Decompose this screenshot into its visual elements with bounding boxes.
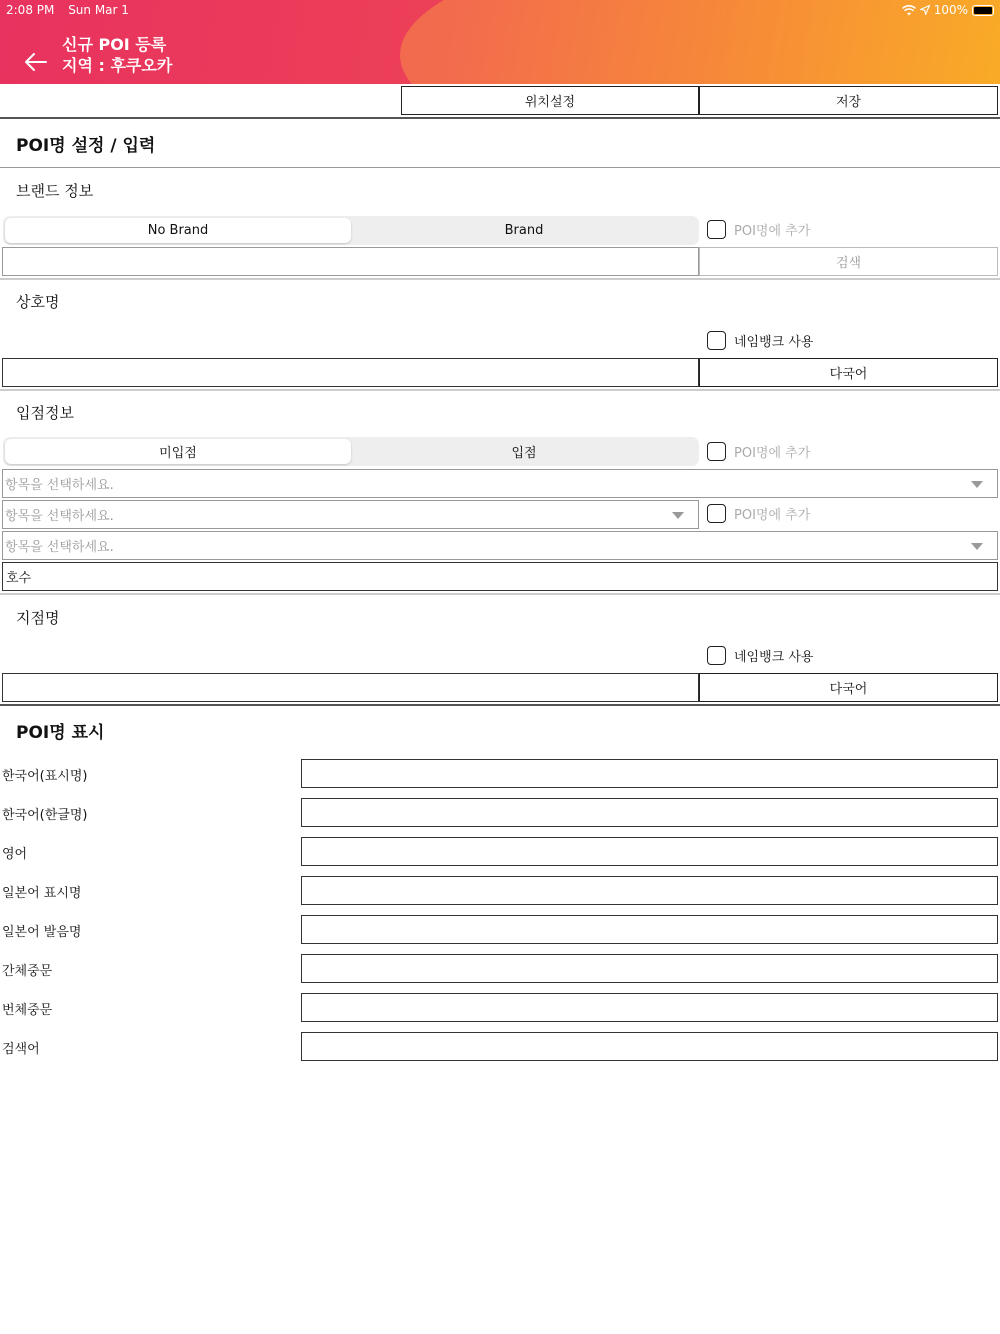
checkbox-icon	[707, 442, 726, 461]
business-namebank-label: 네임뱅크 사용	[734, 335, 814, 350]
branch-name-label: 지점명	[16, 609, 60, 627]
status-bar-right	[902, 3, 994, 17]
branch-namebank-label: 네임뱅크 사용	[734, 650, 814, 665]
back-arrow-icon[interactable]	[22, 48, 50, 76]
display-row-label: 영어	[2, 847, 28, 862]
save-button[interactable]	[699, 86, 998, 115]
tenancy-select-3-placeholder: 항목을 선택하세요.	[5, 540, 114, 555]
segment-no-brand[interactable]: No Brand	[5, 218, 351, 243]
divider	[0, 389, 1000, 391]
tenancy-add-to-poi-label: POI명에 추가	[734, 446, 811, 461]
chevron-down-icon	[971, 543, 983, 550]
branch-multilang-label: 다국어	[829, 682, 868, 697]
chevron-down-icon	[672, 512, 684, 519]
business-multilang-label: 다국어	[829, 367, 868, 382]
tenancy-label: 입점정보	[16, 404, 74, 422]
display-row-input[interactable]	[301, 798, 998, 827]
branch-name-input[interactable]	[2, 673, 699, 702]
display-row-label: 한국어(한글명)	[2, 808, 88, 823]
divider	[0, 167, 1000, 168]
branch-multilang-button[interactable]	[699, 673, 998, 702]
page-title-line2: 지역 : 후쿠오카	[62, 56, 173, 75]
tenancy-select-2[interactable]	[2, 500, 699, 529]
display-row-label: 번체중문	[2, 1003, 53, 1018]
segment-not-tenant[interactable]: 미입점	[5, 439, 351, 464]
business-name-label: 상호명	[16, 293, 60, 311]
display-row-input[interactable]	[301, 954, 998, 983]
tenancy-select-1-placeholder: 항목을 선택하세요.	[5, 478, 114, 493]
page-title-line1: 신규 POI 등록	[62, 35, 167, 54]
section-title-poi-display: POI명 표시	[16, 723, 105, 743]
display-row-label: 검색어	[2, 1042, 40, 1057]
section-title-poi-name: POI명 설정 / 입력	[16, 136, 156, 156]
display-row-label: 일본어 발음명	[2, 925, 82, 940]
business-namebank-checkbox[interactable]	[707, 331, 813, 350]
location-arrow-icon	[920, 5, 930, 15]
branch-namebank-checkbox[interactable]	[707, 646, 813, 665]
checkbox-icon	[707, 220, 726, 239]
tenancy-segmented-control[interactable]	[3, 437, 699, 466]
location-setting-button[interactable]	[401, 86, 699, 115]
display-row-label: 간체중문	[2, 964, 53, 979]
checkbox-icon	[707, 504, 726, 523]
display-row-input[interactable]	[301, 1032, 998, 1061]
brand-add-to-poi-label: POI명에 추가	[734, 224, 811, 239]
tenancy-select-3[interactable]	[2, 531, 998, 560]
display-row-input[interactable]	[301, 837, 998, 866]
brand-label: 브랜드 정보	[16, 182, 94, 200]
brand-search-button[interactable]	[699, 247, 998, 276]
status-bar-left	[6, 3, 129, 17]
divider	[0, 278, 1000, 280]
divider	[0, 593, 1000, 595]
tenancy-select-1[interactable]	[2, 469, 998, 498]
app-header	[0, 0, 1000, 84]
display-row-input[interactable]	[301, 915, 998, 944]
brand-search-label: 검색	[835, 256, 862, 271]
tenancy-add-to-poi-checkbox[interactable]	[707, 442, 810, 461]
display-row-input[interactable]	[301, 876, 998, 905]
chevron-down-icon	[971, 481, 983, 488]
brand-add-to-poi-checkbox[interactable]	[707, 220, 810, 239]
checkbox-icon	[707, 331, 726, 350]
save-label: 저장	[835, 95, 862, 110]
unit-number-input[interactable]	[2, 562, 998, 591]
display-row-label: 한국어(표시명)	[2, 769, 88, 784]
page-title	[62, 34, 172, 76]
business-multilang-button[interactable]	[699, 358, 998, 387]
divider	[0, 704, 1000, 706]
checkbox-icon	[707, 646, 726, 665]
segment-tenant[interactable]: 입점	[511, 446, 537, 461]
battery-percent: 100%	[933, 3, 968, 17]
business-name-input[interactable]	[2, 358, 699, 387]
segment-brand[interactable]: Brand	[504, 223, 544, 238]
wifi-icon	[902, 5, 916, 16]
brand-input[interactable]	[2, 247, 699, 276]
display-row-input[interactable]	[301, 759, 998, 788]
tenancy-add-to-poi-label-2: POI명에 추가	[734, 508, 811, 523]
status-time: 2:08 PM	[6, 3, 55, 17]
unit-number-value: 호수	[6, 571, 32, 586]
brand-segmented-control[interactable]	[3, 216, 699, 245]
location-setting-label: 위치설정	[524, 95, 576, 110]
divider	[0, 117, 1000, 119]
tenancy-add-to-poi-checkbox-2[interactable]	[707, 504, 810, 523]
battery-icon	[972, 5, 994, 16]
tenancy-select-2-placeholder: 항목을 선택하세요.	[5, 509, 114, 524]
display-row-label: 일본어 표시명	[2, 886, 82, 901]
status-date: Sun Mar 1	[68, 3, 129, 17]
display-row-input[interactable]	[301, 993, 998, 1022]
